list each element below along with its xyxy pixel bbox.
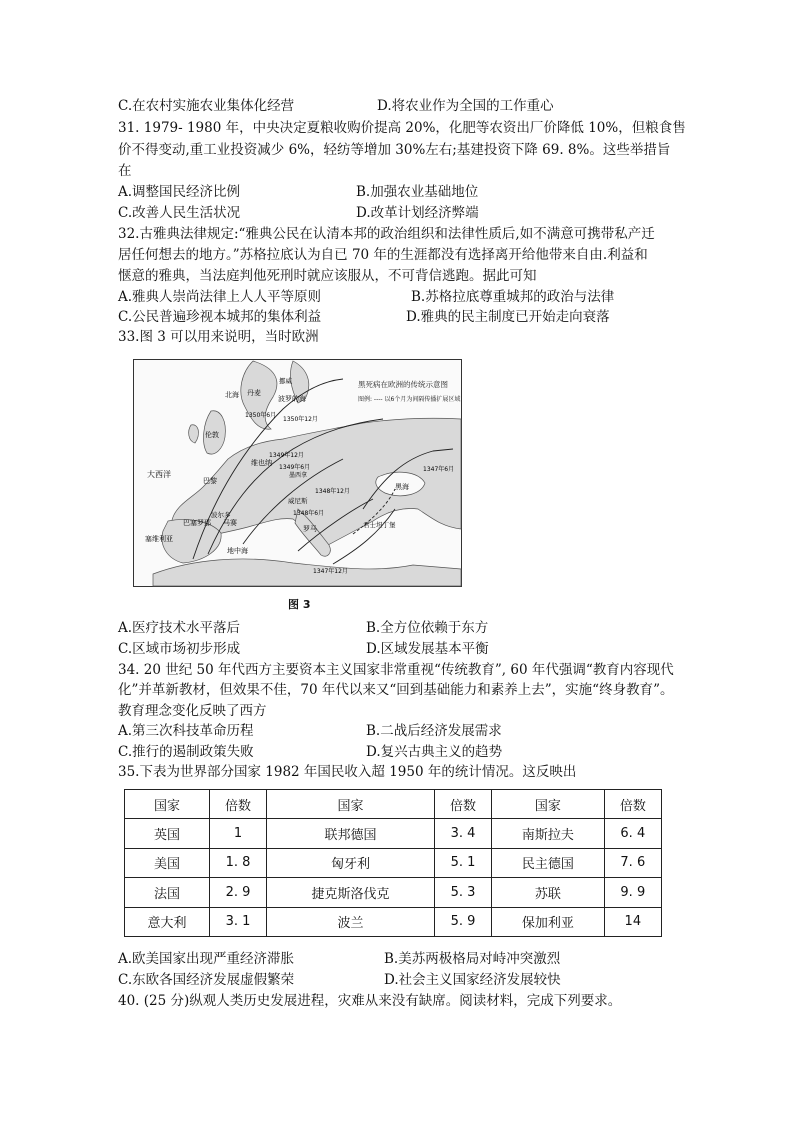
q35-option-a: A.欧美国家出现严重经济滞胀 bbox=[118, 951, 295, 967]
q31-stem-line3: 在 bbox=[118, 163, 132, 179]
table-cell: 意大利 bbox=[125, 907, 210, 936]
table-header-cell: 倍数 bbox=[604, 790, 661, 819]
map-label-d5: 1348年12月 bbox=[315, 488, 350, 495]
national-income-table bbox=[124, 789, 662, 937]
table-cell: 美国 bbox=[125, 848, 210, 877]
q31-options-row2 bbox=[118, 203, 479, 223]
map-label-marseille: 马赛 bbox=[223, 519, 237, 527]
map-label-seville: 塞维利亚 bbox=[145, 535, 173, 543]
q31-option-c: C.改善人民生活状况 bbox=[118, 205, 241, 221]
table-cell: 3. 1 bbox=[209, 907, 266, 936]
map-label-sicily: 墨西拿 bbox=[289, 472, 308, 479]
q33-stem: 33.图 3 可以用来说明，当时欧洲 bbox=[118, 329, 319, 345]
table-row bbox=[125, 819, 662, 848]
q33-option-d: D.区域发展基本平衡 bbox=[366, 641, 489, 657]
map-label-rome: 罗马 bbox=[303, 525, 317, 533]
table-cell: 3. 4 bbox=[434, 819, 491, 848]
map-legend: 图例: ---- 以6个月为间隔传播扩展区域 bbox=[358, 396, 461, 403]
table-cell: 南斯拉夫 bbox=[492, 819, 604, 848]
map-label-norway: 挪威 bbox=[279, 377, 292, 385]
q32-stem-line2: 居任何想去的地方。”苏格拉底认为自已 70 年的生涯都没有选择离开给他带来自由.利益和 bbox=[118, 247, 648, 263]
map-label-d7: 1347年6月 bbox=[423, 466, 455, 473]
table-header-cell: 倍数 bbox=[209, 790, 266, 819]
q32-options-row2 bbox=[118, 307, 610, 327]
q35-stem: 35.下表为世界部分国家 1982 年国民收入超 1950 年的统计情况。这反映出 bbox=[118, 764, 577, 780]
table-cell: 6. 4 bbox=[604, 819, 661, 848]
q34-option-d: D.复兴古典主义的趋势 bbox=[366, 744, 503, 760]
table-row bbox=[125, 907, 662, 936]
table-header-row bbox=[125, 790, 662, 819]
q32-option-c: C.公民普遍珍视本城邦的集体利益 bbox=[118, 309, 322, 325]
q34-stem-line3: 教育理念变化反映了西方 bbox=[118, 703, 267, 719]
q31-options-row1 bbox=[118, 182, 479, 202]
table-cell: 1 bbox=[209, 819, 266, 848]
q32-stem-line3: 惬意的雅典，当法庭判他死刑时就应该服从，不可背信逃跑。据此可知 bbox=[118, 268, 537, 284]
table-header-cell: 国家 bbox=[267, 790, 435, 819]
table-row bbox=[125, 878, 662, 907]
q34-stem-line2: 化”并革新教材，但效果不佳，70 年代以来又“回到基础能力和素养上去”，实施“终身教育”。 bbox=[118, 682, 674, 698]
map-label-bordeaux: 波尔多 bbox=[211, 511, 231, 519]
table-cell: 苏联 bbox=[492, 878, 604, 907]
table-cell: 1. 8 bbox=[209, 848, 266, 877]
table-cell: 法国 bbox=[125, 878, 210, 907]
map-label-vienna: 维也纳 bbox=[251, 459, 272, 467]
map-label-d6: 1348年6月 bbox=[293, 510, 325, 517]
q32-option-d: D.雅典的民主制度已开始走向衰落 bbox=[406, 309, 610, 325]
table-header-cell: 国家 bbox=[125, 790, 210, 819]
q33-option-c: C.区域市场初步形成 bbox=[118, 641, 241, 657]
q35-option-c: C.东欧各国经济发展虚假繁荣 bbox=[118, 972, 295, 988]
table-cell: 保加利亚 bbox=[492, 907, 604, 936]
q32-stem-line1: 32.古雅典法律规定:“雅典公民在认清本邦的政治组织和法律性质后,如不满意可携带私产迁 bbox=[118, 226, 655, 242]
q30-options-row bbox=[118, 96, 554, 116]
q35-options-row2 bbox=[118, 970, 561, 990]
q33-options-row1 bbox=[118, 618, 489, 638]
table-header-cell: 国家 bbox=[492, 790, 604, 819]
map-label-london: 伦敦 bbox=[205, 431, 219, 439]
map-label-barcelona: 巴塞罗那 bbox=[183, 519, 211, 527]
q34-stem-line1: 34. 20 世纪 50 年代西方主要资本主义国家非常重视“传统教育”, 60 年代强调“教育内容现代 bbox=[118, 662, 674, 678]
map-label-d3: 1349年12月 bbox=[269, 452, 304, 459]
table-cell: 9. 9 bbox=[604, 878, 661, 907]
q35-options-row1 bbox=[118, 949, 561, 969]
map-label-venice: 威尼斯 bbox=[288, 497, 308, 505]
q32-option-a: A.雅典人崇尚法律上人人平等原则 bbox=[118, 289, 322, 305]
q32-option-b: B.苏格拉底尊重城邦的政治与法律 bbox=[411, 289, 615, 305]
q31-stem-line1: 31. 1979- 1980 年，中央决定夏粮收购价提高 20%，化肥等农资出厂价降低 10%，但粮食售 bbox=[118, 120, 686, 136]
map-label-mediterranean: 地中海 bbox=[227, 547, 248, 555]
q34-options-row1 bbox=[118, 721, 502, 741]
table-cell: 5. 3 bbox=[434, 878, 491, 907]
table-cell: 7. 6 bbox=[604, 848, 661, 877]
map-label-north-sea: 北海 bbox=[225, 391, 239, 399]
table-cell: 波兰 bbox=[267, 907, 435, 936]
table-cell: 2. 9 bbox=[209, 878, 266, 907]
table-cell: 14 bbox=[604, 907, 661, 936]
q31-option-a: A.调整国民经济比例 bbox=[118, 184, 241, 200]
map-label-d4: 1349年6月 bbox=[279, 464, 311, 471]
q31-option-b: B.加强农业基础地位 bbox=[356, 184, 479, 200]
q31-stem-line2: 价不得变动,重工业投资减少 6%，轻纺等增加 30%左右;基建投资下降 69. 8%。这些举措旨 bbox=[118, 142, 671, 158]
map-label-baltic: 波罗的海 bbox=[278, 395, 306, 403]
map-label-constantinople: 君士坦丁堡 bbox=[363, 521, 396, 529]
q35-option-b: B.美苏两极格局对峙冲突激烈 bbox=[384, 951, 561, 967]
q30-option-c: C.在农村实施农业集体化经营 bbox=[118, 98, 295, 114]
q34-option-b: B.二战后经济发展需求 bbox=[366, 723, 502, 739]
q35-option-d: D.社会主义国家经济发展较快 bbox=[384, 972, 561, 988]
table-cell: 英国 bbox=[125, 819, 210, 848]
map-label-atlantic: 大西洋 bbox=[147, 470, 171, 479]
map-label-denmark: 丹麦 bbox=[247, 389, 261, 397]
q33-option-a: A.医疗技术水平落后 bbox=[118, 620, 241, 636]
map-label-d8: 1347年12月 bbox=[313, 568, 348, 575]
q32-options-row1 bbox=[118, 287, 615, 307]
map-label-paris: 巴黎 bbox=[203, 477, 217, 485]
q34-options-row2 bbox=[118, 742, 503, 762]
map-label-d1: 1350年12月 bbox=[283, 416, 318, 423]
map-label-black-sea: 黑海 bbox=[395, 483, 409, 491]
black-death-map bbox=[133, 359, 462, 587]
q34-option-a: A.第三次科技革命历程 bbox=[118, 723, 254, 739]
table-cell: 5. 9 bbox=[434, 907, 491, 936]
figure-caption: 图 3 bbox=[288, 598, 311, 611]
q30-option-d: D.将农业作为全国的工作重心 bbox=[377, 98, 554, 114]
q33-options-row2 bbox=[118, 639, 489, 659]
table-cell: 民主德国 bbox=[492, 848, 604, 877]
table-cell: 匈牙利 bbox=[267, 848, 435, 877]
table-row bbox=[125, 848, 662, 877]
map-label-d2: 1350年6月 bbox=[245, 412, 277, 419]
map-title: 黑死病在欧洲的传统示意图 bbox=[358, 380, 448, 389]
q33-option-b: B.全方位依赖于东方 bbox=[366, 620, 489, 636]
table-cell: 捷克斯洛伐克 bbox=[267, 878, 435, 907]
table-header-cell: 倍数 bbox=[434, 790, 491, 819]
q31-option-d: D.改革计划经济弊端 bbox=[356, 205, 479, 221]
table-cell: 5. 1 bbox=[434, 848, 491, 877]
table-cell: 联邦德国 bbox=[267, 819, 435, 848]
q40-stem: 40. (25 分)纵观人类历史发展进程，灾难从来没有缺席。阅读材料，完成下列要求。 bbox=[118, 993, 622, 1009]
q34-option-c: C.推行的遏制政策失败 bbox=[118, 744, 254, 760]
